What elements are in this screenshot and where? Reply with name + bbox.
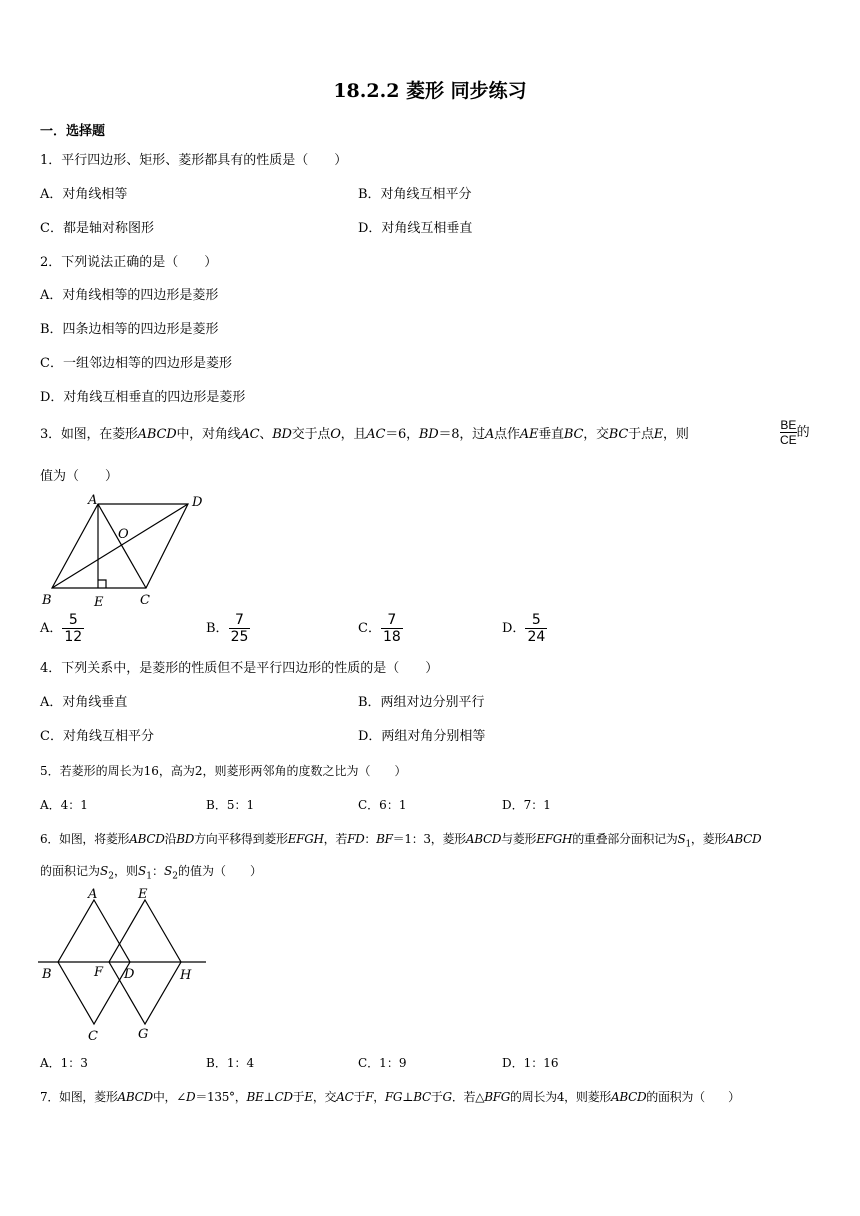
label-c: C xyxy=(88,1029,98,1042)
q2-stem: 2．下列说法正确的是（ ） xyxy=(40,255,218,270)
label-d: D xyxy=(124,967,135,982)
q4-option-c: C．对角线互相平分 xyxy=(40,729,154,744)
label-e: E xyxy=(94,595,104,610)
q1-option-d: D．对角线互相垂直 xyxy=(358,221,473,236)
label-a: A xyxy=(88,493,98,508)
q2-option-a: A．对角线相等的四边形是菱形 xyxy=(40,288,219,303)
q5-stem: 5．若菱形的周长为16，高为2，则菱形两邻角的度数之比为（ ） xyxy=(40,764,407,778)
label-o: O xyxy=(118,527,129,542)
q7-stem: 7．如图，菱形ABCD中，∠D＝135°，BE⊥CD于E，交AC于F，FG⊥BC于G．若△BFG的周长为4，则菱形ABCD的面积为（ ） xyxy=(40,1090,740,1104)
q2-option-d: D．对角线互相垂直的四边形是菱形 xyxy=(40,390,246,405)
q6-option-b: B．1：4 xyxy=(206,1056,255,1070)
diagonal-ac xyxy=(98,504,146,588)
q6-stem: 6．如图，将菱形ABCD沿BD方向平移得到菱形EFGH，若FD：BF＝1：3，菱形ABCD与菱形EFGH的重叠部分面积记为$S_1$，菱形ABCD xyxy=(40,832,762,850)
q3-option-a: A． $\frac{5}{12}$ xyxy=(40,612,83,645)
q5-option-a: A．4：1 xyxy=(40,798,88,812)
q3-option-c: C． $\frac{7}{18}$ xyxy=(358,612,401,645)
right-angle-mark xyxy=(98,580,106,588)
q2-option-b: B．四条边相等的四边形是菱形 xyxy=(40,322,219,337)
section-heading: 一．选择题 xyxy=(40,124,106,139)
q2-option-c: C．一组邻边相等的四边形是菱形 xyxy=(40,356,232,371)
label-b: B xyxy=(42,593,52,608)
q5-option-d: D．7：1 xyxy=(502,798,551,812)
q4-stem: 4．下列关系中，是菱形的性质但不是平行四边形的性质的是（ ） xyxy=(40,661,439,676)
q3-option-b: B． $\frac{7}{25}$ xyxy=(206,612,249,645)
q3-stem-line2: 值为（ ） xyxy=(40,469,119,484)
q4-option-a: A．对角线垂直 xyxy=(40,695,128,710)
q1-option-b: B．对角线互相平分 xyxy=(358,187,472,202)
label-g: G xyxy=(138,1027,149,1042)
q3-fraction: $\frac{BE}{CE}$ 的 xyxy=(780,418,810,447)
q6-option-c: C．1：9 xyxy=(358,1056,407,1070)
q5-option-c: C．6：1 xyxy=(358,798,407,812)
q6-translated-rhombus-figure xyxy=(38,882,206,1042)
label-f: F xyxy=(94,965,104,980)
q5-option-b: B．5：1 xyxy=(206,798,255,812)
label-e: E xyxy=(138,887,148,902)
page-title: 18.2.2 菱形 同步练习 xyxy=(333,80,527,102)
q4-option-d: D．两组对角分别相等 xyxy=(358,729,486,744)
q3-rhombus-figure xyxy=(36,492,212,610)
label-b: B xyxy=(42,967,52,982)
q4-option-b: B．两组对边分别平行 xyxy=(358,695,485,710)
q1-option-c: C．都是轴对称图形 xyxy=(40,221,154,236)
q6-option-a: A．1：3 xyxy=(40,1056,88,1070)
label-d: D xyxy=(192,495,203,510)
label-a: A xyxy=(88,887,98,902)
q6-stem-line2: 的面积记为$S_2$，则$S_1$：$S_2$的值为（ ） xyxy=(40,864,262,882)
q1-stem: 1．平行四边形、矩形、菱形都具有的性质是（ ） xyxy=(40,153,348,168)
q1-option-a: A．对角线相等 xyxy=(40,187,128,202)
q3-stem: 3．如图，在菱形ABCD中，对角线AC、BD交于点O，且AC＝6，BD＝8，过A点作AE垂直BC，交BC于点E，则 xyxy=(40,427,689,442)
label-c: C xyxy=(140,593,150,608)
label-h: H xyxy=(180,968,192,983)
q3-option-d: D． $\frac{5}{24}$ xyxy=(502,612,546,645)
q6-option-d: D．1：16 xyxy=(502,1056,559,1070)
